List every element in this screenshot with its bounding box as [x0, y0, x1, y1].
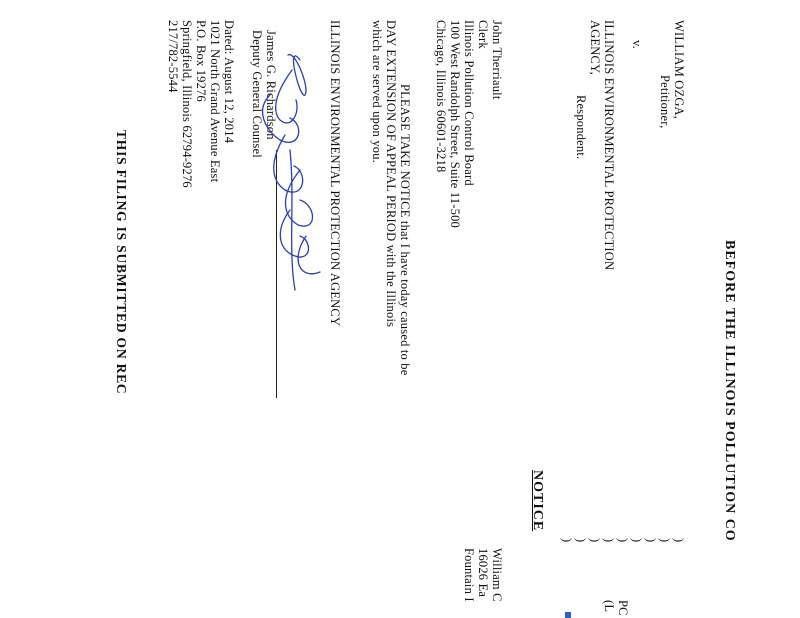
addressee-right-line: Fountain I [462, 548, 476, 602]
caption-paren: ) [616, 538, 630, 543]
address-line: P.O. Box 19276 [194, 20, 208, 102]
case-number-line2: (L [602, 600, 616, 613]
respondent-role: Respondent. [574, 95, 588, 160]
signature-line [276, 150, 277, 398]
caption-paren: ) [644, 538, 658, 543]
filing-notice: THIS FILING IS SUBMITTED ON REC [114, 130, 129, 395]
addressee-right-line: William C [490, 548, 504, 602]
caption-paren: ) [560, 538, 574, 543]
addressee-left-line: 100 West Randolph Street, Suite 11-500 [448, 20, 462, 228]
petitioner-role: Petitioner, [658, 75, 672, 129]
notice-body-line3: which are served upon you. [370, 20, 384, 164]
addressee-left-line: Chicago, Illinois 60601-3218 [434, 20, 448, 173]
versus-label: v. [630, 40, 644, 49]
addressee-left-line: Illinois Pollution Control Board [462, 20, 476, 186]
addressee-left-line: John Therriault [490, 20, 504, 100]
notice-title: NOTICE [530, 470, 545, 532]
agency-signature-name: ILLINOIS ENVIRONMENTAL PROTECTION AGENCY [328, 20, 342, 327]
respondent-name-line2: AGENCY, [588, 20, 602, 75]
caption-paren: ) [602, 538, 616, 543]
dated-line: Dated: August 12, 2014 [222, 20, 236, 144]
caption-paren: ) [658, 538, 672, 543]
caption-parens [560, 538, 686, 548]
address-line: 1021 North Grand Avenue East [208, 20, 222, 183]
stamp-mark [565, 612, 571, 618]
caption-paren: ) [588, 538, 602, 543]
signer-name: James G. Richardson [264, 30, 278, 140]
notice-body-line1: PLEASE TAKE NOTICE that I have today caused to be [398, 84, 412, 376]
notice-body-line2: DAY EXTENSION OF APPEAL PERIOD with the Illinois [384, 20, 398, 328]
caption-paren: ) [574, 538, 588, 543]
court-title: BEFORE THE ILLINOIS POLLUTION CO [722, 240, 737, 542]
case-number-line1: PC [616, 600, 630, 616]
address-line: Springfield, Illinois 62794-9276 [180, 20, 194, 188]
addressee-left-line: Clerk [476, 20, 490, 49]
signer-title: Deputy General Counsel [250, 30, 264, 158]
phone-line: 217/782-5544 [166, 20, 180, 93]
caption-paren: ) [672, 538, 686, 543]
petitioner-name: WILLIAM OZGA, [672, 20, 686, 120]
addressee-right-line: 16026 Ea [476, 548, 490, 598]
respondent-name-line1: ILLINOIS ENVIRONMENTAL PROTECTION [602, 20, 616, 271]
caption-paren: ) [630, 538, 644, 543]
